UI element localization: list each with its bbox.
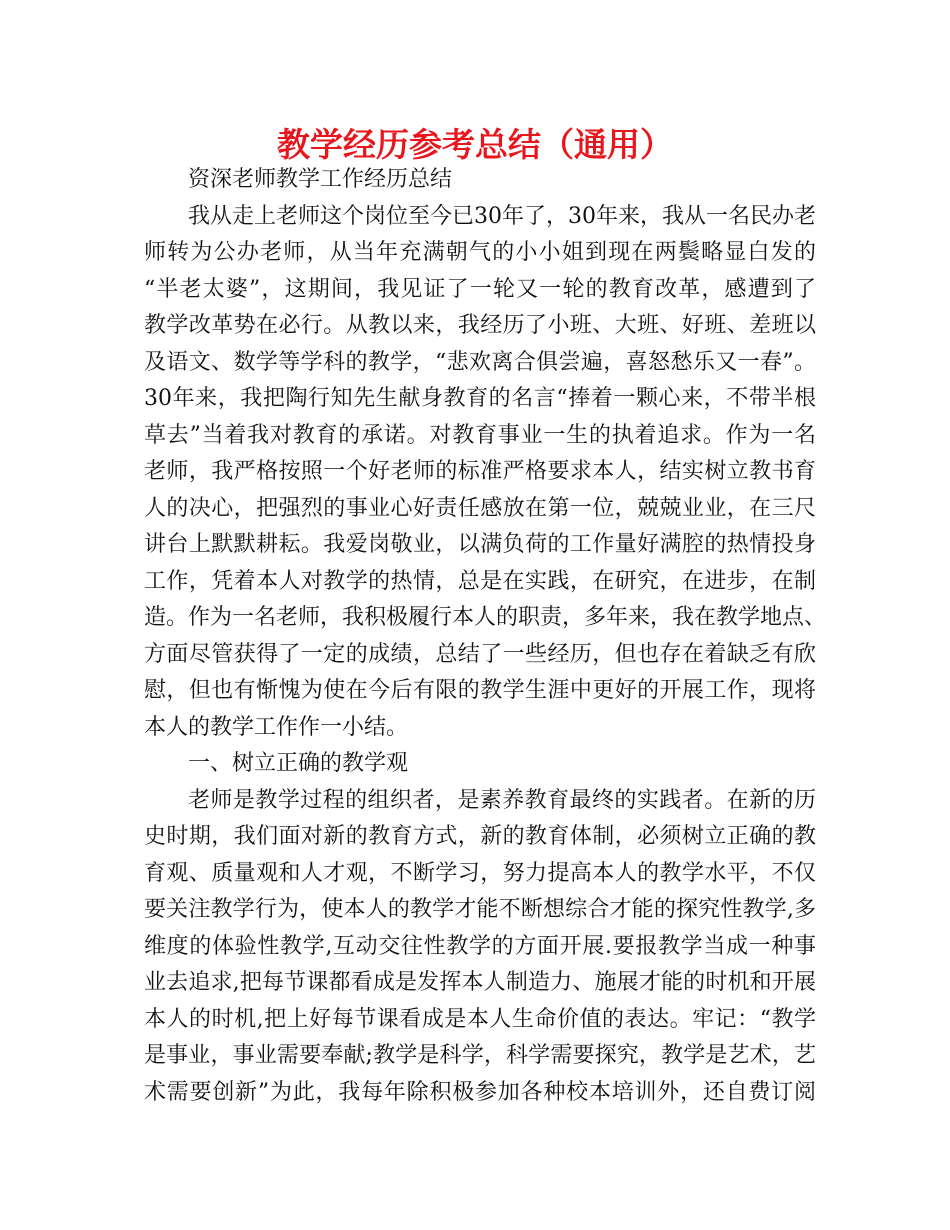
text-line: “半老太婆”，这期间，我见证了一轮又一轮的教育改革，感遭到了 [144,276,816,302]
text-line: 本人的教学工作作一小结。 [144,714,409,740]
text-line: 慰，但也有惭愧为使在今后有限的教学生涯中更好的开展工作，现将 [144,678,816,703]
text-line: 术需要创新”为此，我每年除积极参加各种校本培训外，还自费订阅 [144,1079,816,1105]
text-line: 要关注教学行为，使本人的教学才能不断想综合才能的探究性教学,多 [144,897,816,922]
text-line: 史时期，我们面对新的教育方式，新的教育体制，必须树立正确的教 [144,824,816,849]
text-line: 是事业，事业需要奉献;教学是科学，科学需要探究，教学是艺术，艺 [144,1043,816,1068]
document-title: 教学经历参考总结（通用） [277,125,673,164]
text-line: 一、树立正确的教学观 [188,751,409,776]
text-line: 教学改革势在必行。从教以来，我经历了小班、大班、好班、差班以 [144,313,816,338]
text-line: 老师，我严格按照一个好老师的标准严格要求本人，结实树立教书育 [144,459,816,484]
text-line: 老师是教学过程的组织者，是素养教育最终的实践者。在新的历 [188,787,816,813]
text-line: 维度的体验性教学,互动交往性教学的方面开展.要报教学当成一种事 [144,933,816,959]
text-line: 我从走上老师这个岗位至今已30年了，30年来，我从一名民办老 [188,203,816,229]
text-line: 本人的时机,把上好每节课看成是本人生命价值的表达。牢记：“教学 [144,1006,816,1032]
text-line: 资深老师教学工作经历总结 [188,167,453,192]
text-line: 师转为公办老师，从当年充满朝气的小小姐到现在两鬓略显白发的 [144,240,816,265]
text-line: 草去”当着我对教育的承诺。对教育事业一生的执着追求。作为一名 [144,422,816,448]
text-line: 育观、质量观和人才观，不断学习，努力提高本人的教学水平，不仅 [144,860,816,886]
text-line: 业去追求,把每节课都看成是发挥本人制造力、施展才能的时机和开展 [144,970,816,995]
document-body [144,162,827,1111]
text-line: 30年来，我把陶行知先生献身教育的名言“捧着一颗心来，不带半根 [144,386,816,411]
text-line: 及语文、数学等学科的教学，“悲欢离合俱尝遍，喜怒愁乐又一春”。 [144,349,816,375]
text-line: 工作，凭着本人对教学的热情，总是在实践，在研究，在进步，在制 [144,568,816,594]
text-line: 造。作为一名老师，我积极履行本人的职责，多年来，我在教学地点、 [144,605,827,630]
text-line: 方面尽管获得了一定的成绩，总结了一些经历，但也存在着缺乏有欣 [144,641,816,667]
text-line: 人的决心，把强烈的事业心好责任感放在第一位，兢兢业业，在三尺 [144,495,816,521]
text-line: 讲台上默默耕耘。我爱岗敬业，以满负荷的工作量好满腔的热情投身 [144,532,816,557]
